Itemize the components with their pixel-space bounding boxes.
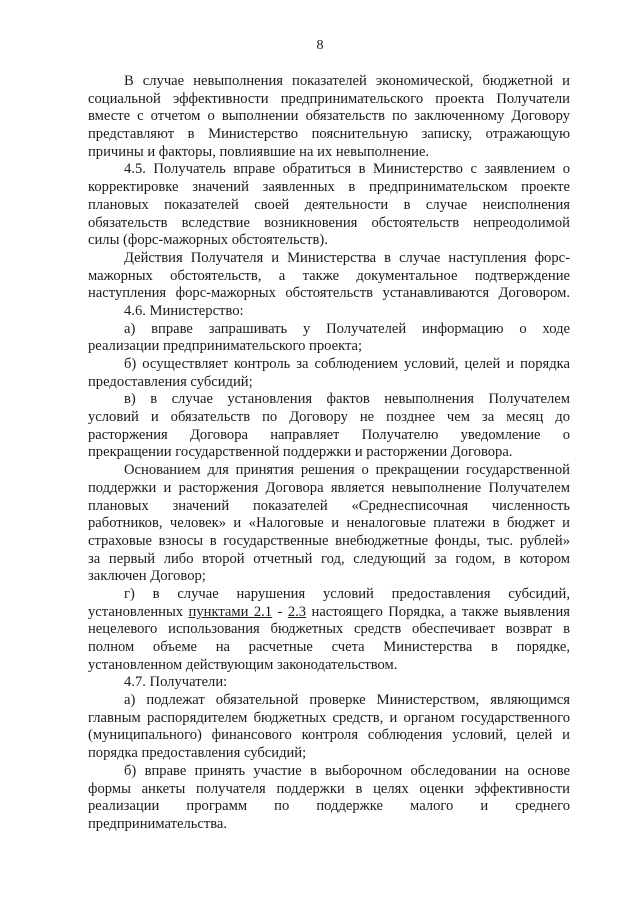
point-link[interactable]: 2.3 bbox=[287, 603, 307, 620]
text-line: плановых показателей своей деятельности в случае неисполнения bbox=[88, 196, 570, 213]
text-line: в) в случае установления фактов невыполнения Получателем bbox=[124, 391, 570, 408]
text-line bbox=[88, 604, 570, 622]
line-fragment: установленных bbox=[88, 603, 189, 620]
text-line: наступления форс-мажорных обстоятельств устанавливаются Договором. bbox=[88, 285, 570, 302]
text-line: поддержки и расторжения Договора является невыполнение Получателем bbox=[88, 479, 570, 496]
text-line: заключен Договор; bbox=[88, 568, 206, 585]
text-line: реализации программ по поддержке малого и среднего bbox=[88, 798, 570, 815]
text-line: расторжения Договора направляет Получателю уведомление о bbox=[88, 426, 570, 443]
text-line: Основанием для принятия решения о прекращении государственной bbox=[124, 462, 570, 479]
text-line: работников, человек» и «Налоговые и неналоговые платежи в бюджет и bbox=[88, 515, 570, 532]
document-body bbox=[88, 73, 570, 834]
line-fragment: настоящего Порядка, а также выявления bbox=[306, 603, 570, 620]
text-line: за первый либо второй отчетный год, следующий за годом, в котором bbox=[88, 550, 570, 567]
text-line: условий и обязательств по Договору не позднее чем за месяц до bbox=[88, 409, 570, 426]
text-line: б) осуществляет контроль за соблюдением условий, целей и порядка bbox=[124, 356, 570, 372]
line-fragment: - bbox=[272, 603, 288, 620]
text-line: (муниципального) финансового контроля соблюдения условий, целей и bbox=[88, 727, 570, 744]
text-line: нецелевого использования бюджетных средств обеспечивает возврат в bbox=[88, 621, 570, 638]
text-line: формы анкеты получателя поддержки в целях оценки эффективности bbox=[88, 780, 570, 797]
text-line: главным распорядителем бюджетных средств, и органом государственного bbox=[88, 709, 570, 726]
text-line: плановых значений показателей «Среднесписочная численность bbox=[88, 497, 570, 514]
text-line: силы (форс-мажорных обстоятельств). bbox=[88, 232, 328, 249]
text-line: корректировке значений заявленных в предпринимательском проекте bbox=[88, 179, 570, 196]
text-line: установленном действующим законодательством. bbox=[88, 656, 398, 673]
text-line: обязательств вследствие возникновения обстоятельств непреодолимой bbox=[88, 214, 570, 231]
text-line: Действия Получателя и Министерства в случае наступления форс- bbox=[124, 249, 570, 266]
text-line: страховые взносы в государственные внебюджетные фонды, тыс. рублей» bbox=[88, 532, 570, 549]
text-line: б) вправе принять участие в выборочном обследовании на основе bbox=[124, 762, 570, 779]
text-line: предпринимательства. bbox=[88, 815, 228, 832]
text-line: а) подлежат обязательной проверке Министерством, являющимся bbox=[124, 692, 570, 709]
text-line: В случае невыполнения показателей экономической, бюджетной и bbox=[124, 73, 570, 89]
text-line: социальной эффективности предпринимательского проекта Получатели bbox=[88, 90, 570, 107]
text-line: полном объеме на расчетные счета Министерства в порядке, bbox=[88, 639, 570, 655]
page-number: 8 bbox=[316, 38, 324, 53]
point-link[interactable]: пунктами 2.1 bbox=[188, 603, 273, 620]
text-line: г) в случае нарушения условий предоставления субсидий, bbox=[124, 585, 570, 602]
text-line: 4.5. Получатель вправе обратиться в Министерство с заявлением о bbox=[124, 161, 570, 178]
text-line: причины и факторы, повлиявшие на их невыполнение. bbox=[88, 143, 430, 160]
text-line: представляют в Министерство пояснительную записку, отражающую bbox=[88, 126, 570, 143]
text-line: 4.6. Министерство: bbox=[124, 302, 244, 319]
text-line: реализации предпринимательского проекта; bbox=[88, 338, 363, 355]
text-line: мажорных обстоятельств, а также документальное подтверждение bbox=[88, 267, 570, 284]
text-line: предоставления субсидий; bbox=[88, 373, 253, 390]
text-line: порядка предоставления субсидий; bbox=[88, 745, 307, 762]
text-line: вместе с отчетом о выполнении обязательств по заключенному Договору bbox=[88, 108, 570, 125]
text-line: 4.7. Получатели: bbox=[124, 674, 228, 691]
text-line: а) вправе запрашивать у Получателей информацию о ходе bbox=[124, 320, 570, 337]
text-line: прекращении государственной поддержки и расторжении Договора. bbox=[88, 444, 513, 461]
